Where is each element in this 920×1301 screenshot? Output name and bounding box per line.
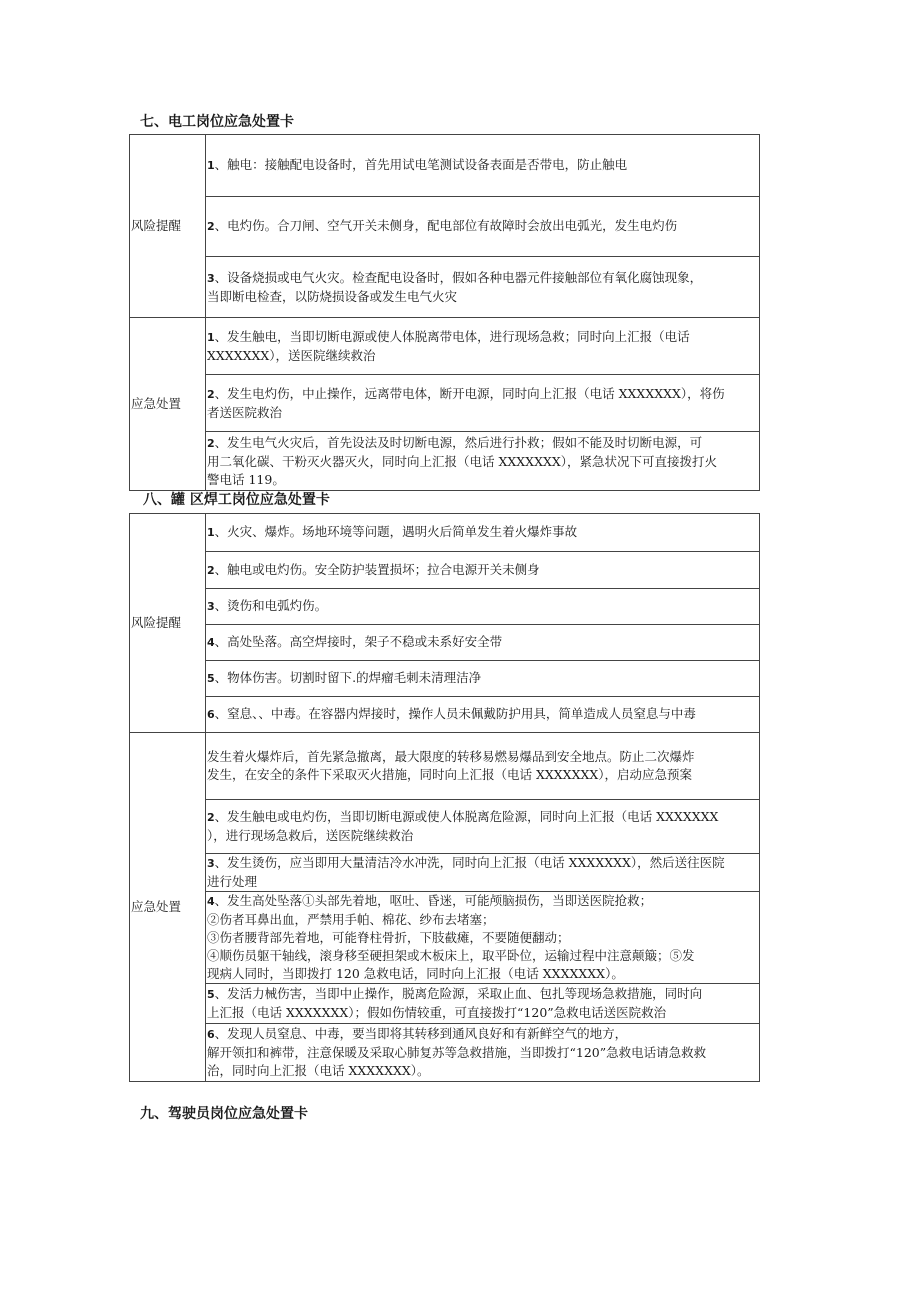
item-text: ），进行现场急救后，送医院继续救治	[207, 828, 414, 843]
item-text: 、火灾、爆炸。场地环境等问题，遇明火后简单发生着火爆炸事故	[214, 524, 578, 539]
item-text: 者送医院救治	[207, 404, 283, 420]
item-text: 用二氧化碳、干粉灭火器灭火，同时向上汇报（电话 XXXXXXX），紧急状况下可直接拨打火	[207, 453, 718, 469]
item-text: 、发生触电或电灼伤，当即切断电源或使人体脱离危险源，同时向上汇报（电话 XXXXXXX	[214, 809, 719, 824]
emergency-item	[206, 854, 760, 892]
item-text: XXXXXXX），送医院继续救治	[207, 347, 376, 363]
emergency-item	[206, 432, 760, 491]
risk-label: 风险提醒	[130, 514, 206, 733]
emergency-label: 应急处置	[130, 318, 206, 491]
item-text: 、物体伤害。切割时留下.的焊瘤毛刺未清理洁净	[214, 670, 482, 685]
item-text: 警电话 119。	[207, 471, 285, 487]
item-text: ③伤者腰背部先着地，可能脊柱骨折，下肢截瘫，不要随便翻动；	[207, 930, 570, 945]
item-number: 2	[207, 387, 215, 401]
emergency-item	[206, 984, 760, 1024]
item-number: 1	[207, 330, 215, 344]
section-title-tank-welder: 八、罐 区焊工岗位应急处置卡	[143, 492, 330, 508]
item-number: 6	[207, 1028, 215, 1041]
item-number: 2	[207, 563, 215, 577]
emergency-item	[206, 375, 760, 432]
item-text: 、触电：接触配电设备时，首先用试电笔测试设备表面是否带电，防止触电	[214, 157, 628, 172]
item-number: 3	[207, 600, 215, 613]
risk-item	[206, 514, 760, 552]
item-text: 上汇报（电话 XXXXXXX）；假如伤情较重，可直接拨打“120”急救电话送医院救治	[207, 1005, 667, 1020]
item-text: 发生，在安全的条件下采取灭火措施，同时向上汇报（电话 XXXXXXX），启动应急预案	[207, 767, 693, 782]
item-text: 、烫伤和电弧灼伤。	[214, 598, 328, 613]
item-text: 、高处坠落。高空焊接时，架子不稳或未系好安全带	[214, 634, 503, 649]
item-text: 、触电或电灼伤。安全防护装置损坏；拉合电源开关未侧身	[214, 561, 540, 577]
item-number: 6	[207, 708, 215, 721]
item-number: 5	[207, 988, 215, 1001]
emergency-item	[206, 892, 760, 984]
risk-item	[206, 197, 760, 257]
item-text: 、发活力械伤害，当即中止操作，脱离危险源，采取止血、包扎等现场急救措施，同时向	[214, 986, 703, 1001]
item-text: 解开领扣和裤带，注意保暖及采取心肺复苏等急救措施，当即拨打“120”急救电话请急救救	[207, 1045, 707, 1060]
item-text: 、发现人员窒息、中毒，要当即将其转移到通风良好和有新鲜空气的地方，	[214, 1026, 628, 1041]
item-text: 、发生烫伤，应当即用大量清洁冷水冲洗，同时向上汇报（电话 XXXXXXX），然后送往医院	[214, 855, 725, 870]
section-title-driver: 九、驾驶员岗位应急处置卡	[140, 1106, 308, 1122]
tank-welder-emergency-card	[129, 513, 760, 1082]
emergency-item	[206, 800, 760, 854]
item-text: 发生着火爆炸后，首先紧急撤离，最大限度的转移易燃易爆品到安全地点。防止二次爆炸	[207, 749, 695, 764]
emergency-label: 应急处置	[130, 733, 206, 1082]
emergency-item	[206, 1024, 760, 1082]
item-number: 2	[207, 811, 215, 824]
item-text: 、设备烧损或电气火灾。检查配电设备时，假如各种电器元件接触部位有氧化腐蚀现象，	[214, 269, 703, 285]
item-text: 、发生高处坠落①头部先着地，呕吐、昏迷，可能颅脑损伤，当即送医院抢救；	[214, 893, 653, 908]
item-text: 治，同时向上汇报（电话 XXXXXXX）。	[207, 1063, 430, 1078]
item-text: 现病人同时，当即拨打 120 急救电话，同时向上汇报（电话 XXXXXXX）。	[207, 966, 624, 981]
risk-item	[206, 257, 760, 318]
item-number: 3	[207, 271, 215, 285]
risk-item	[206, 589, 760, 625]
item-number: 1	[207, 159, 215, 172]
risk-item	[206, 552, 760, 589]
item-number: 1	[207, 526, 215, 539]
risk-label: 风险提醒	[130, 135, 206, 318]
item-text: 进行处理	[207, 874, 258, 889]
emergency-item	[206, 318, 760, 375]
emergency-item	[206, 733, 760, 800]
item-number: 4	[207, 636, 215, 649]
item-text: 、发生电灼伤，中止操作，远离带电体，断开电源，同时向上汇报（电话 XXXXXXX），将伤	[214, 385, 725, 401]
risk-item	[206, 661, 760, 697]
item-text: 、窒息、、中毒。在容器内焊接时，操作人员未佩戴防护用具，简单造成人员窒息与中毒	[214, 706, 696, 721]
item-number: 4	[207, 895, 215, 908]
item-text: 、发生电气火灾后，首先设法及时切断电源，然后进行扑救；假如不能及时切断电源，可	[214, 434, 703, 450]
item-number: 2	[207, 436, 215, 450]
risk-item	[206, 697, 760, 733]
item-text: ②伤者耳鼻出血，严禁用手帕、棉花、纱布去堵塞；	[207, 912, 495, 927]
item-number: 3	[207, 857, 215, 870]
item-text: 、发生触电，当即切断电源或使人体脱离带电体，进行现场急救；同时向上汇报（电话	[214, 328, 690, 344]
item-text: 、电灼伤。合刀闸、空气开关未侧身，配电部位有故障时会放出电弧光，发生电灼伤	[214, 218, 678, 233]
item-number: 5	[207, 672, 215, 685]
electrician-emergency-card	[129, 134, 760, 491]
risk-item	[206, 625, 760, 661]
risk-item	[206, 135, 760, 197]
section-title-electrician: 七、电工岗位应急处置卡	[140, 114, 294, 130]
item-text: ④顺伤员躯干轴线，滚身移至硬担架或木板床上，取平卧位，运输过程中注意颠簸；⑤发	[207, 948, 695, 963]
item-text: 当即断电检查，以防烧损设备或发生电气火灾	[207, 288, 458, 304]
item-number: 2	[207, 220, 215, 233]
